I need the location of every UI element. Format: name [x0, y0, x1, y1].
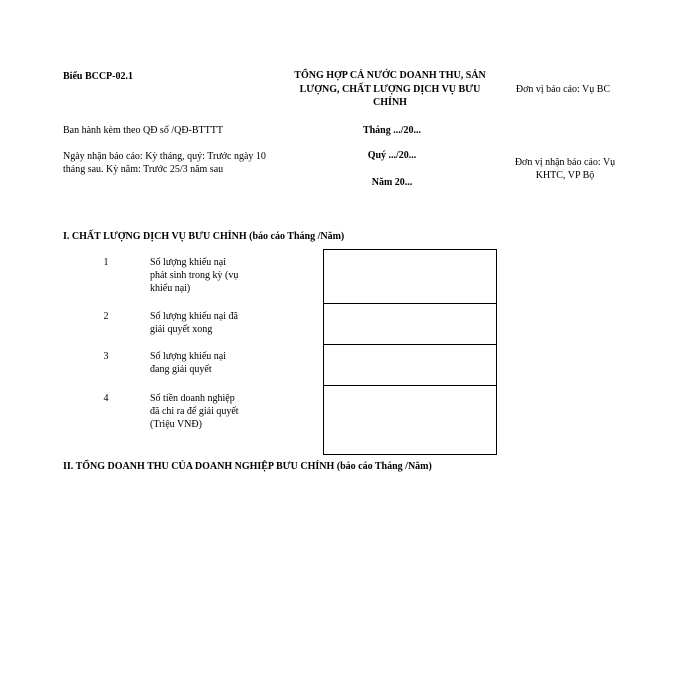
- value-cell[interactable]: [323, 385, 497, 455]
- row-label: Số lượng khiếu nại phát sinh trong kỳ (vụ khiếu nại): [150, 257, 239, 294]
- period-year: Năm 20...: [371, 177, 413, 188]
- receive-deadline: Ngày nhận báo cáo: Kỳ tháng, quý: Trước ngày 10 tháng sau. Kỳ năm: Trước 25/3 năm sau: [63, 151, 266, 175]
- report-title: TỔNG HỢP CẢ NƯỚC DOANH THU, SẢN LƯỢNG, CHẤT LƯỢNG DỊCH VỤ BƯU CHÍNH: [294, 70, 486, 108]
- row-label: Số tiền doanh nghiệp đã chi ra để giải quyết (Triệu VNĐ): [150, 393, 239, 430]
- row-number: 2: [103, 311, 109, 322]
- receiver-unit: Đơn vị nhận báo cáo: Vụ KHTC, VP Bộ: [514, 157, 616, 181]
- period-month: Tháng .../20...: [362, 125, 422, 136]
- period-quarter: Quý .../20...: [367, 150, 417, 161]
- value-cell[interactable]: [323, 344, 497, 386]
- sender-unit: Đơn vị báo cáo: Vụ BC: [515, 84, 611, 95]
- row-number: 1: [103, 257, 109, 268]
- row-number: 3: [103, 351, 109, 362]
- row-label: Số lượng khiếu nại đã giải quyết xong: [150, 311, 238, 335]
- row-number: 4: [103, 393, 109, 404]
- value-cell[interactable]: [323, 303, 497, 345]
- value-cell[interactable]: [323, 249, 497, 304]
- section-2-heading: II. TỔNG DOANH THU CỦA DOANH NGHIỆP BƯU CHÍNH (báo cáo Tháng /Năm): [63, 461, 432, 472]
- form-code: Biểu BCCP-02.1: [63, 71, 133, 82]
- section-1-heading: I. CHẤT LƯỢNG DỊCH VỤ BƯU CHÍNH (báo cáo Tháng /Năm): [63, 231, 345, 242]
- row-label: Số lượng khiếu nại đang giải quyết: [150, 351, 226, 375]
- decision-reference: Ban hành kèm theo QĐ số /QĐ-BTTTT: [63, 125, 223, 136]
